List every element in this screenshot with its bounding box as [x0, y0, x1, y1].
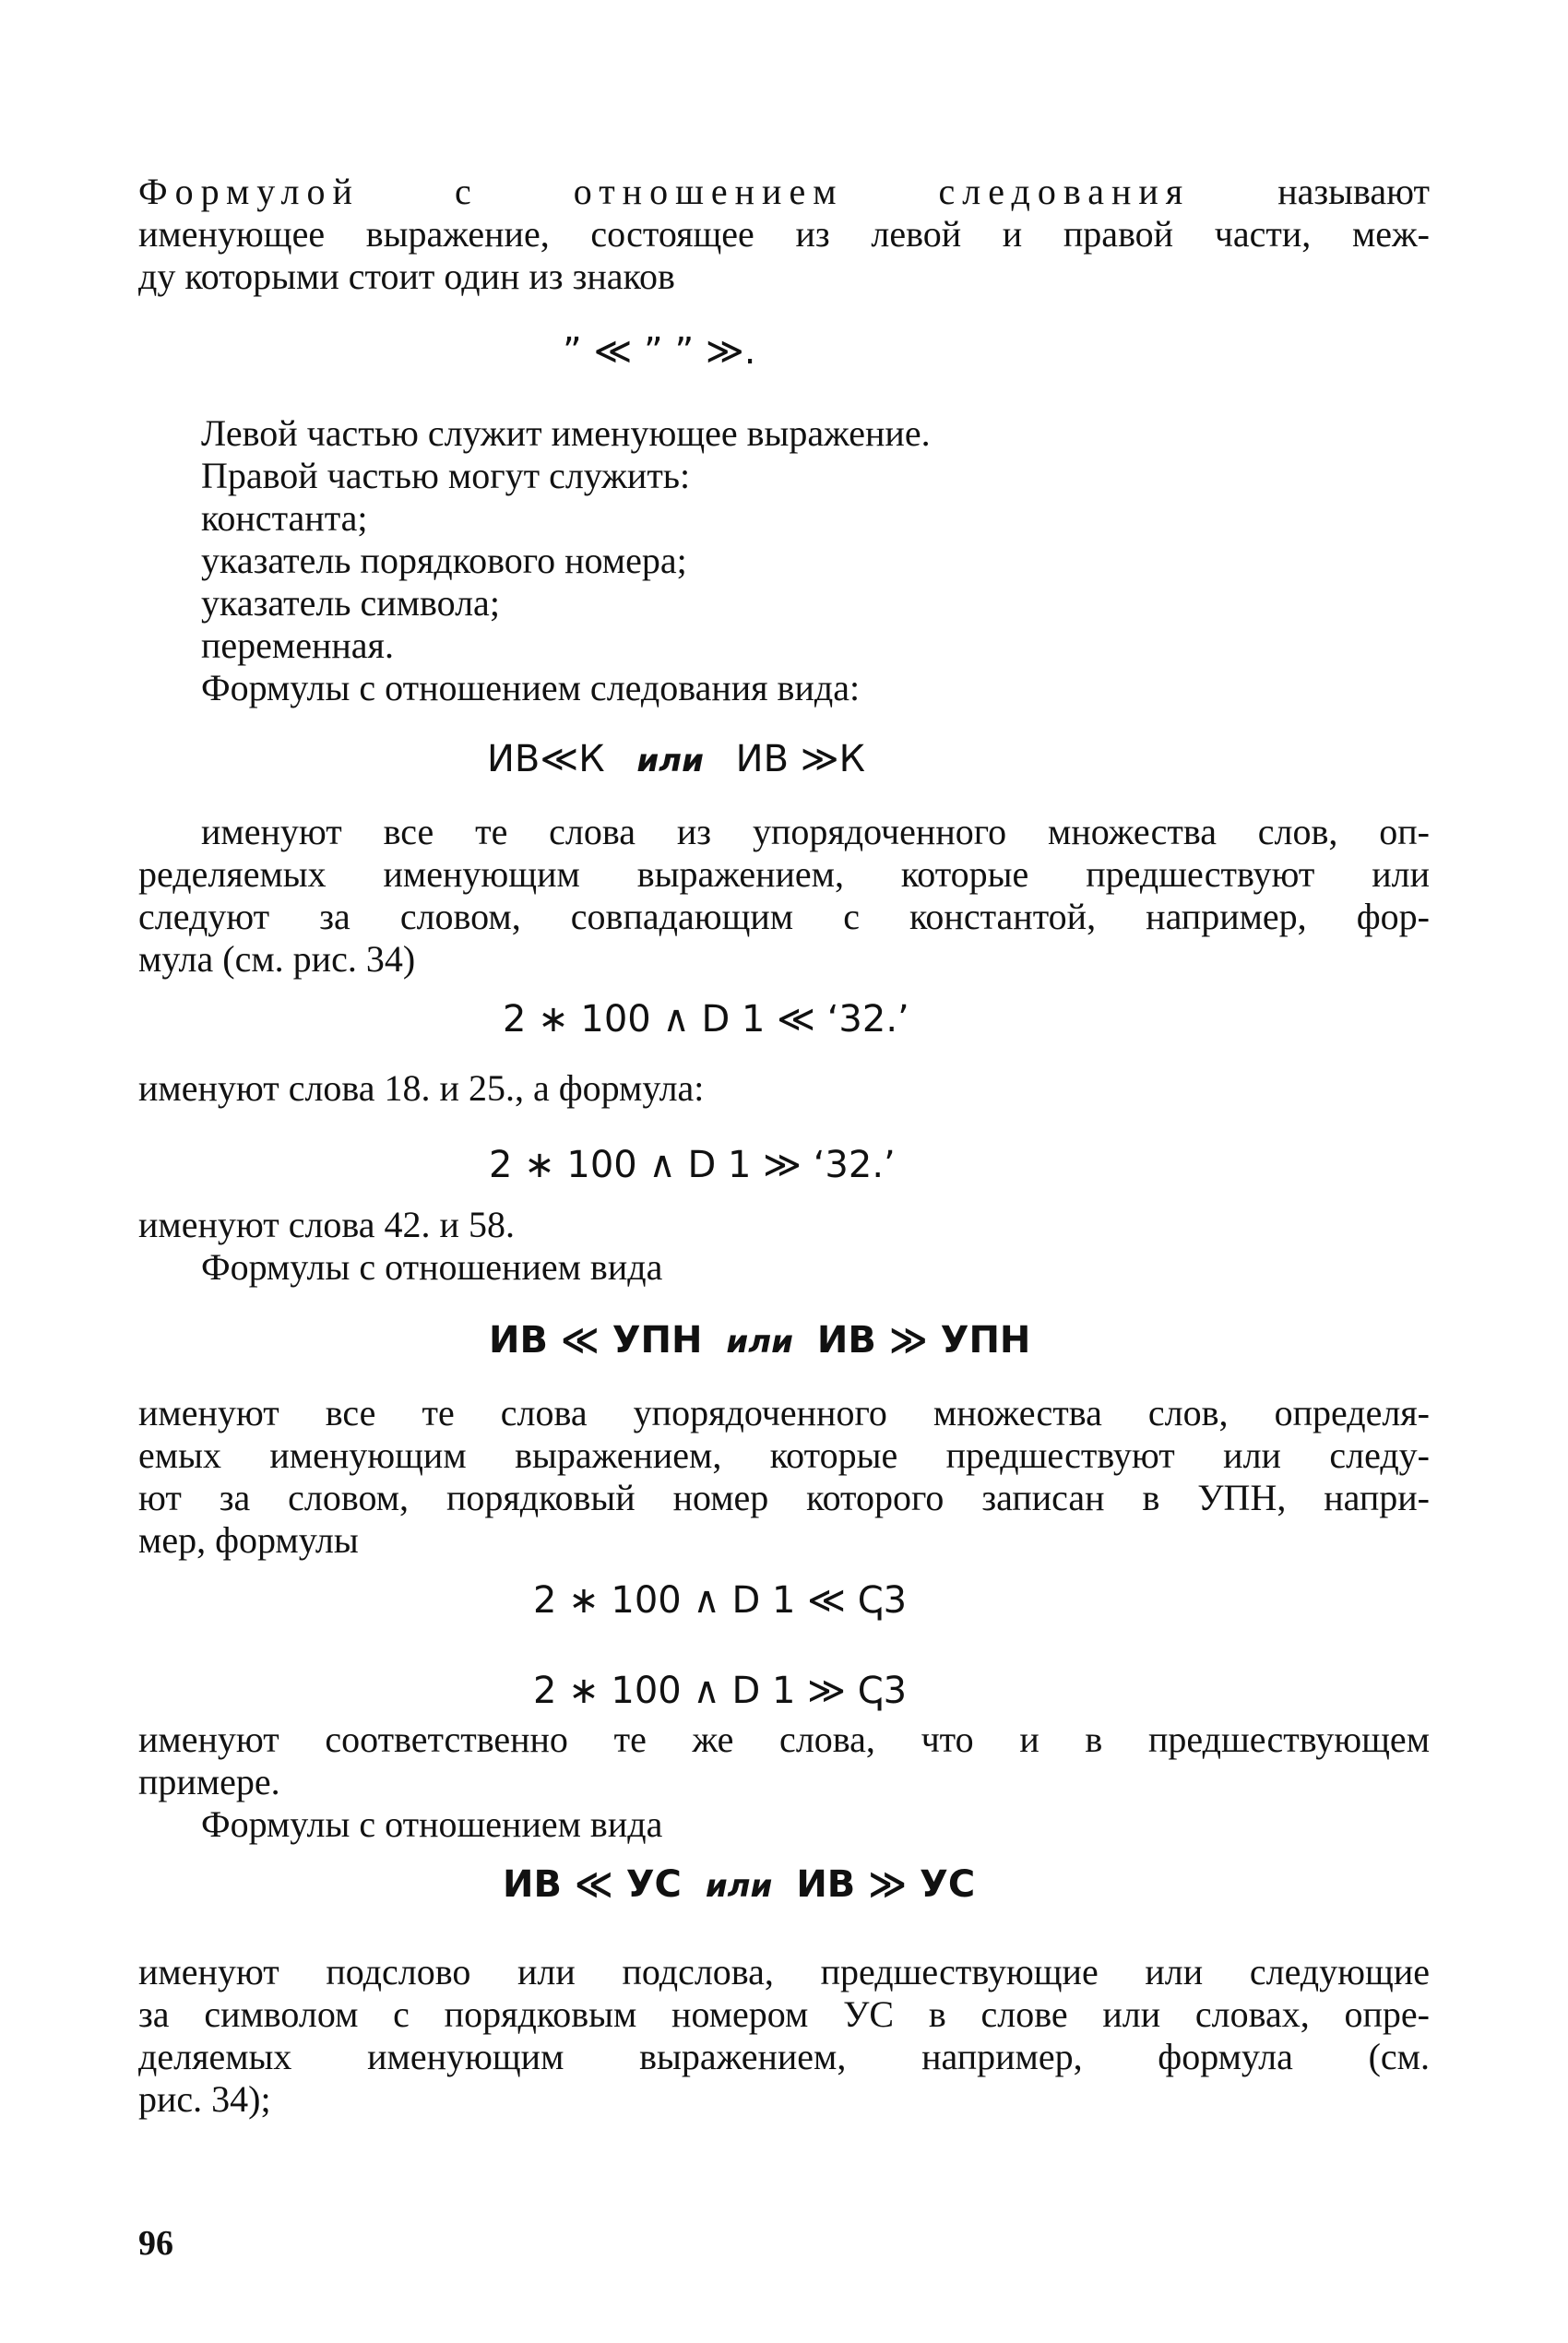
para1-line1-rest: называют	[1277, 171, 1430, 212]
text-formulas-relation-1: Формулы с отношением вида	[201, 1246, 663, 1288]
list-line-2: Правой частью могут служить:	[201, 455, 691, 496]
para3-line2: емых именующим выражением, которые предшествуют или следу-	[138, 1434, 1430, 1476]
formula-4: 2 ∗ 100 ∧ D 1 ≫ ↅ3	[533, 1670, 908, 1712]
formula-upn-or: или	[726, 1324, 793, 1361]
para2-line4: мула (см. рис. 34)	[138, 938, 416, 980]
text-formulas-relation-2: Формулы с отношением вида	[201, 1803, 663, 1845]
para5-line4: рис. 34);	[138, 2078, 271, 2120]
para2-line2: ределяемых именующим выражением, которые предшествуют или	[138, 853, 1430, 895]
formula-us-or: или	[705, 1868, 773, 1905]
para3-line1: именуют все те слова упорядоченного множества слов, определя-	[138, 1392, 1430, 1433]
formula-upn	[489, 1319, 1030, 1362]
formula-3: 2 ∗ 100 ∧ D 1 ≪ ↅ3	[533, 1579, 908, 1622]
formula-upn-right: ИВ ≫ УПН	[816, 1319, 1031, 1362]
para1-line1	[138, 172, 1430, 212]
formula-k	[487, 738, 865, 780]
text-words-18-25: именуют слова 18. и 25., а формула:	[138, 1067, 705, 1109]
para4-line1: именуют соответственно те же слова, что и в предшествующем	[138, 1719, 1430, 1760]
list-line-6: переменная.	[201, 624, 394, 666]
text-words-42-58: именуют слова 42. и 58.	[138, 1204, 515, 1245]
para3-line4: мер, формулы	[138, 1519, 359, 1561]
list-line-7: Формулы с отношением следования вида:	[201, 667, 861, 708]
para3-line3: ют за словом, порядковый номер которого записан в УПН, напри-	[138, 1477, 1430, 1518]
list-line-3: константа;	[201, 497, 368, 539]
formula-us-right: ИВ ≫ УС	[796, 1863, 976, 1906]
list-line-5: указатель символа;	[201, 582, 500, 624]
term-lead: Формулой с отношением следования	[138, 171, 1191, 212]
formula-us	[503, 1863, 975, 1906]
formula-k-right: ИВ ≫К	[735, 738, 865, 780]
formula-1: 2 ∗ 100 ∧ D 1 ≪ ‘32.’	[503, 998, 909, 1041]
para4-line2: примере.	[138, 1761, 280, 1802]
formula-2: 2 ∗ 100 ∧ D 1 ≫ ‘32.’	[489, 1144, 896, 1186]
para2-line1: именуют все те слова из упорядоченного множества слов, оп-	[201, 811, 1430, 852]
para2-line3: следуют за словом, совпадающим с константой, например, фор-	[138, 896, 1430, 937]
para5-line3: деляемых именующим выражением, например, формула (см.	[138, 2036, 1430, 2077]
list-line-1: Левой частью служит именующее выражение.	[201, 412, 931, 454]
para5-line2: за символом с порядковым номером УС в слове или словах, опре-	[138, 1993, 1430, 2035]
formula-us-left: ИВ ≪ УС	[503, 1863, 682, 1906]
para1-line2: именующее выражение, состоящее из левой и правой части, меж-	[138, 213, 1430, 255]
formula-upn-left: ИВ ≪ УПН	[489, 1319, 703, 1362]
signs-formula: ” ≪ ” ” ≫.	[563, 330, 756, 373]
para5-line1: именуют подслово или подслова, предшествующие или следующие	[138, 1951, 1430, 1992]
list-line-4: указатель порядкового номера;	[201, 540, 687, 581]
para1-line3: ду которыми стоит один из знаков	[138, 256, 675, 297]
formula-k-or: или	[636, 743, 704, 779]
page-number: 96	[138, 2224, 173, 2263]
formula-k-left: ИВ≪К	[487, 738, 605, 780]
